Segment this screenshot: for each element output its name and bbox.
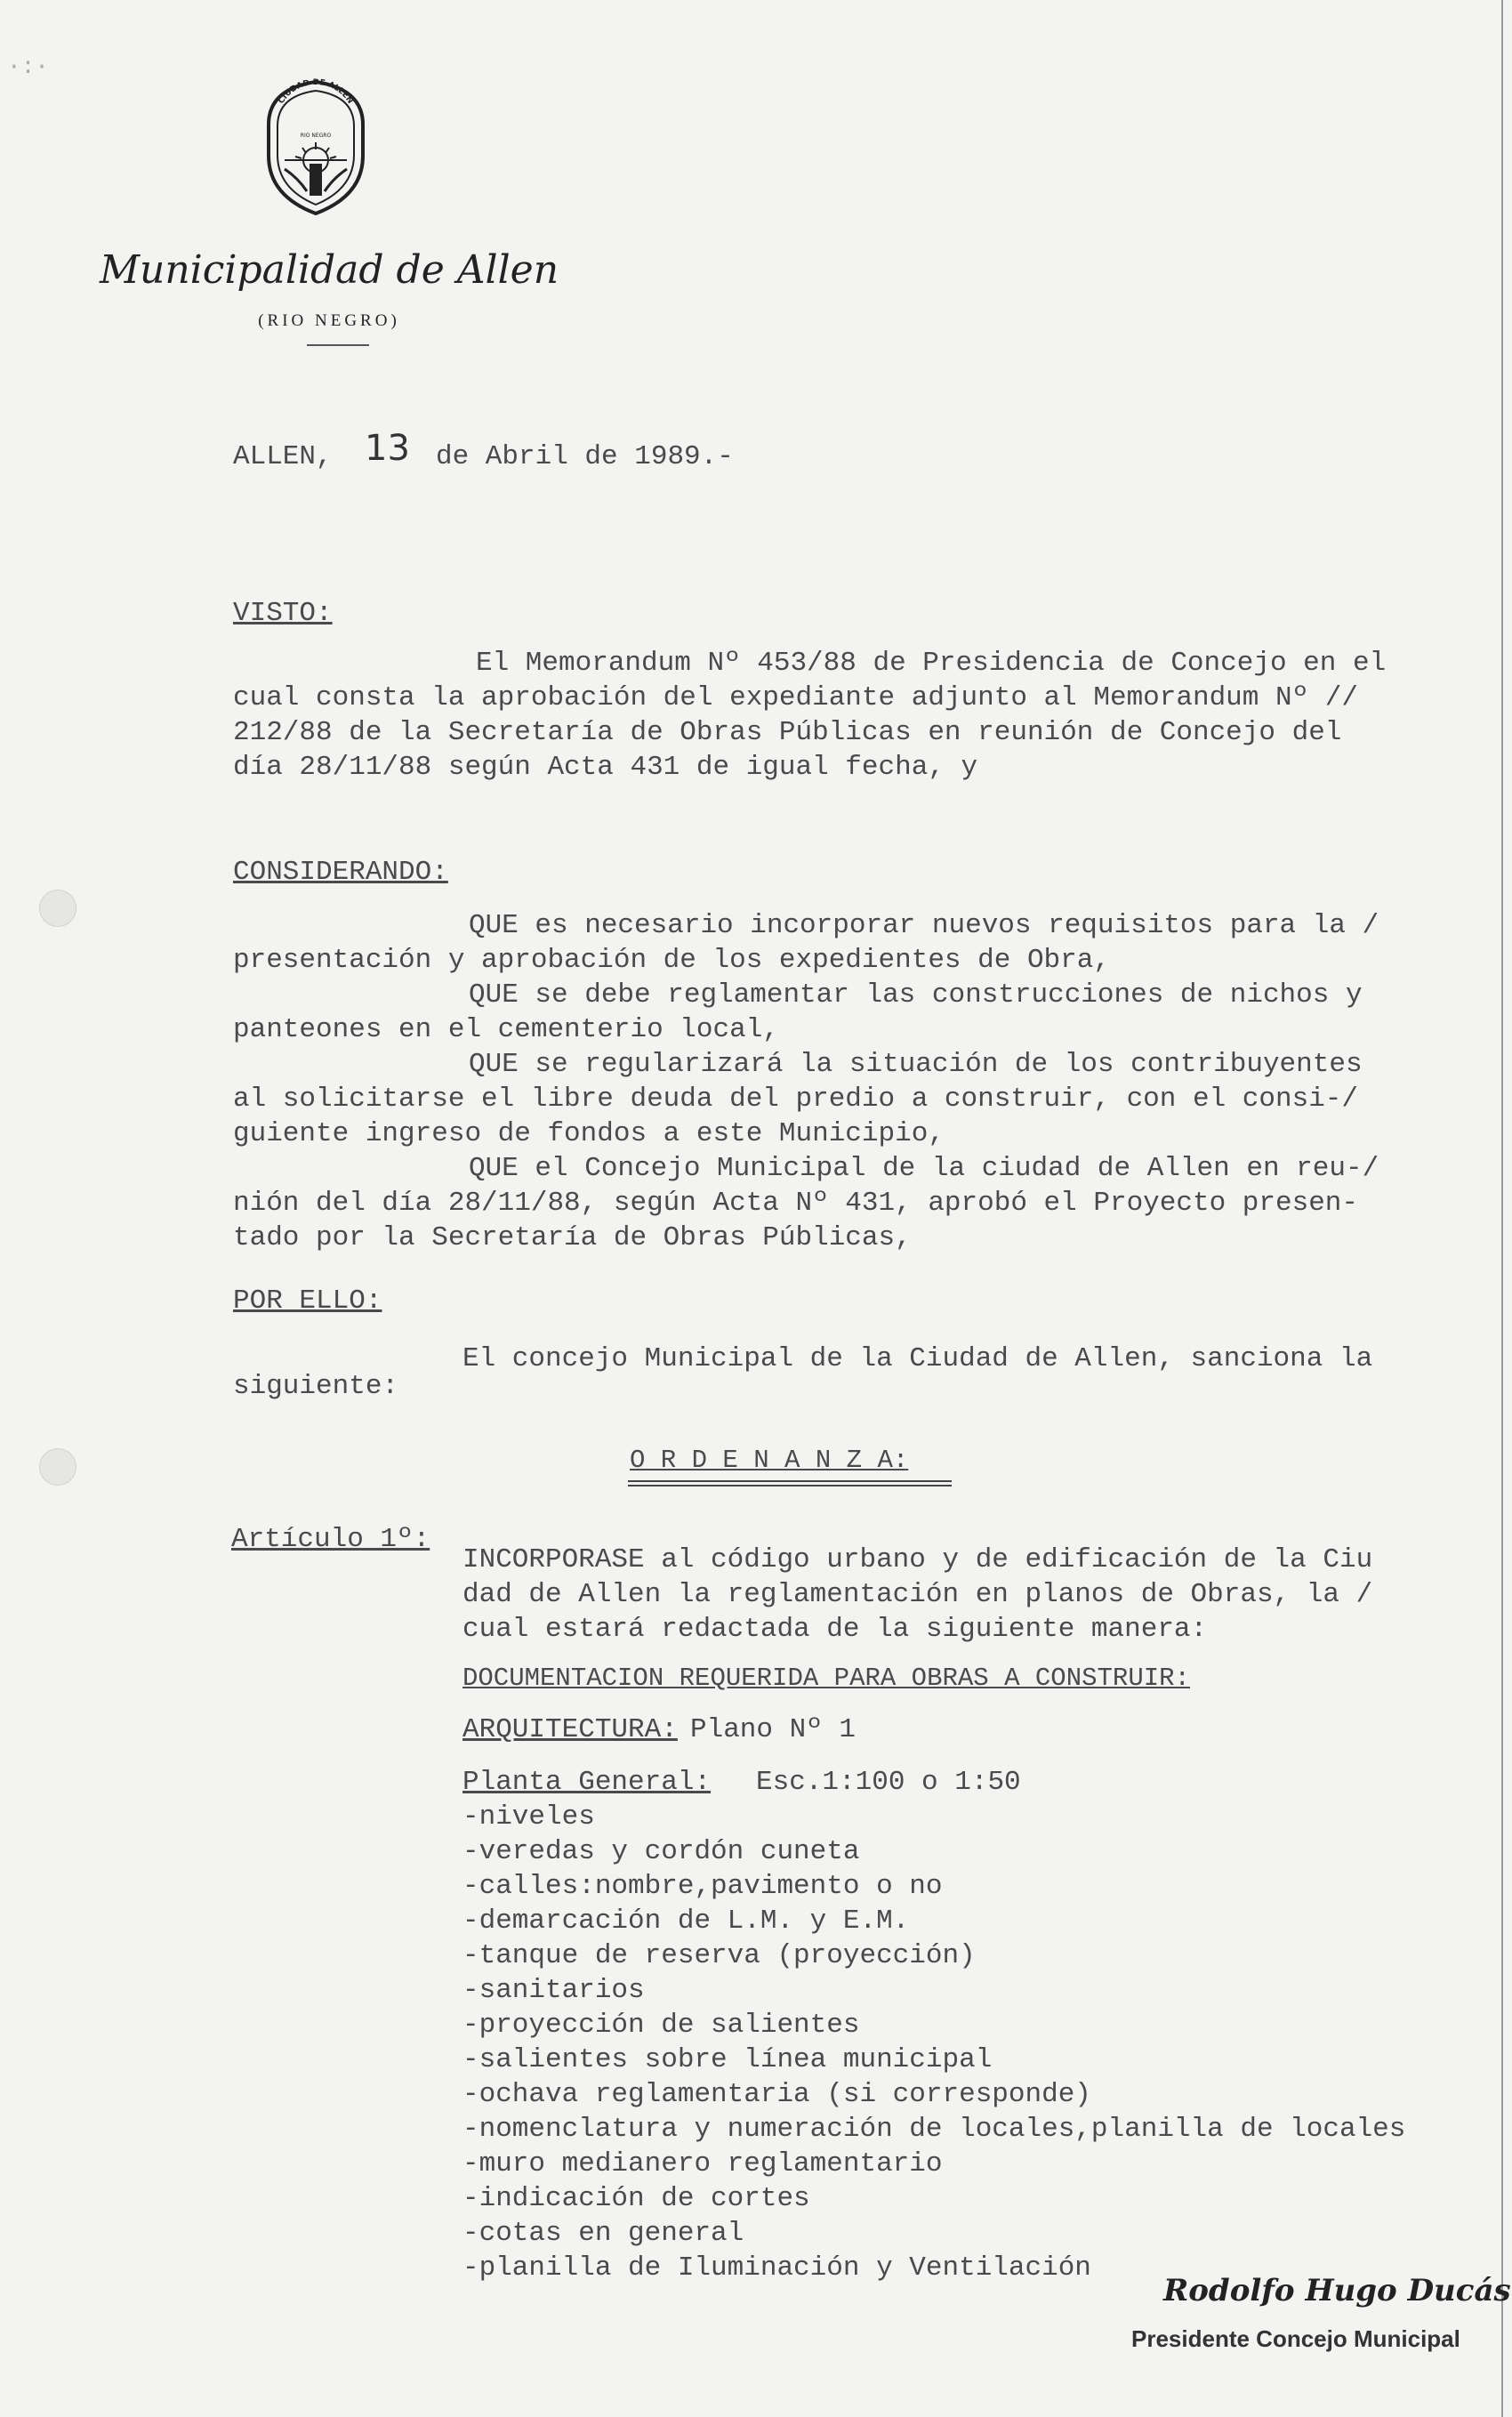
doc-required-heading: DOCUMENTACION REQUERIDA PARA OBRAS A CONSTRUIR: (462, 1664, 1190, 1693)
planta-general-label: Planta General: (462, 1767, 712, 1798)
punch-hole-lower (39, 1448, 76, 1486)
list-item: -salientes sobre línea municipal (462, 2044, 993, 2075)
considerando-line: al solicitarse el libre deuda del predio a construir, con el consi-/ (233, 1084, 1359, 1115)
articulo-label: Artículo 1º: (231, 1524, 430, 1555)
visto-line: 212/88 de la Secretaría de Obras Públicas en reunión de Concejo del (233, 717, 1342, 748)
visto-heading: VISTO: (233, 598, 333, 629)
list-item: -indicación de cortes (462, 2183, 810, 2214)
letterhead-rule (307, 344, 369, 346)
scan-speck: ·:· (7, 53, 49, 80)
list-item: -proyección de salientes (462, 2010, 860, 2041)
svg-text:CIUDAD DE ALLEN: CIUDAD DE ALLEN (277, 77, 355, 106)
signature-title-stamp: Presidente Concejo Municipal (1131, 2325, 1460, 2352)
date-city: ALLEN, (233, 441, 333, 472)
visto-line: El Memorandum Nº 453/88 de Presidencia de Concejo en el (476, 648, 1387, 679)
svg-text:RIO NEGRO: RIO NEGRO (300, 133, 332, 139)
considerando-line: QUE se regularizará la situación de los contribuyentes (469, 1049, 1363, 1080)
considerando-line: QUE se debe reglamentar las construcciones de nichos y (469, 979, 1363, 1011)
considerando-line: panteones en el cementerio local, (233, 1014, 779, 1045)
considerando-line: tado por la Secretaría de Obras Públicas, (233, 1222, 912, 1253)
considerando-line: nión del día 28/11/88, según Acta Nº 431, aprobó el Proyecto presen- (233, 1188, 1359, 1219)
por-ello-heading: POR ELLO: (233, 1285, 382, 1317)
list-item: -planilla de Iluminación y Ventilación (462, 2252, 1091, 2284)
articulo-line: INCORPORASE al código urbano y de edificación de la Ciu (462, 1544, 1373, 1575)
punch-hole-upper (39, 890, 76, 927)
list-item: -calles:nombre,pavimento o no (462, 1871, 943, 1902)
visto-line: día 28/11/88 según Acta 431 de igual fecha, y (233, 752, 978, 783)
considerando-line: QUE es necesario incorporar nuevos requisitos para la / (469, 910, 1379, 941)
visto-line: cual consta la aprobación del expediante adjunto al Memorandum Nº // (233, 682, 1359, 713)
list-item: -tanque de reserva (proyección) (462, 1940, 976, 1971)
considerando-line: QUE el Concejo Municipal de la ciudad de Allen en reu-/ (469, 1153, 1379, 1184)
considerando-line: presentación y aprobación de los expedientes de Obra, (233, 945, 1110, 976)
arquitectura-value: Plano Nº 1 (690, 1714, 857, 1745)
signature-name: Rodolfo Hugo Ducás (1163, 2273, 1511, 2308)
considerando-line: guiente ingreso de fondos a este Municipio, (233, 1118, 945, 1149)
considerando-heading: CONSIDERANDO: (233, 857, 448, 888)
institution-region: (RIO NEGRO) (258, 311, 400, 330)
articulo-line: dad de Allen la reglamentación en planos de Obras, la / (462, 1579, 1373, 1610)
list-item: -ochava reglamentaria (si corresponde) (462, 2079, 1091, 2110)
date-rest: de Abril de 1989.- (436, 441, 734, 472)
ordenanza-title: O R D E N A N Z A: (630, 1446, 909, 1475)
list-item: -niveles (462, 1801, 595, 1833)
por-ello-line: siguiente: (233, 1371, 399, 1402)
list-item: -sanitarios (462, 1975, 645, 2006)
list-item: -nomenclatura y numeración de locales,planilla de locales (462, 2114, 1406, 2145)
planta-general-value: Esc.1:100 o 1:50 (756, 1767, 1021, 1798)
title-double-underline (628, 1480, 952, 1486)
arquitectura-label: ARQUITECTURA: (462, 1714, 678, 1745)
list-item: -veredas y cordón cuneta (462, 1836, 860, 1867)
list-item: -demarcación de L.M. y E.M. (462, 1905, 910, 1937)
list-item: -muro medianero reglamentario (462, 2148, 943, 2179)
list-item: -cotas en general (462, 2218, 744, 2249)
por-ello-line: El concejo Municipal de la Ciudad de Allen, sanciona la (462, 1343, 1373, 1374)
page-edge-line (1501, 0, 1503, 2417)
coat-of-arms-seal-icon (258, 71, 374, 222)
date-day-handwritten: 13 (365, 428, 410, 469)
articulo-line: cual estará redactada de la siguiente manera: (462, 1614, 1208, 1645)
institution-name: Municipalidad de Allen (99, 247, 559, 293)
